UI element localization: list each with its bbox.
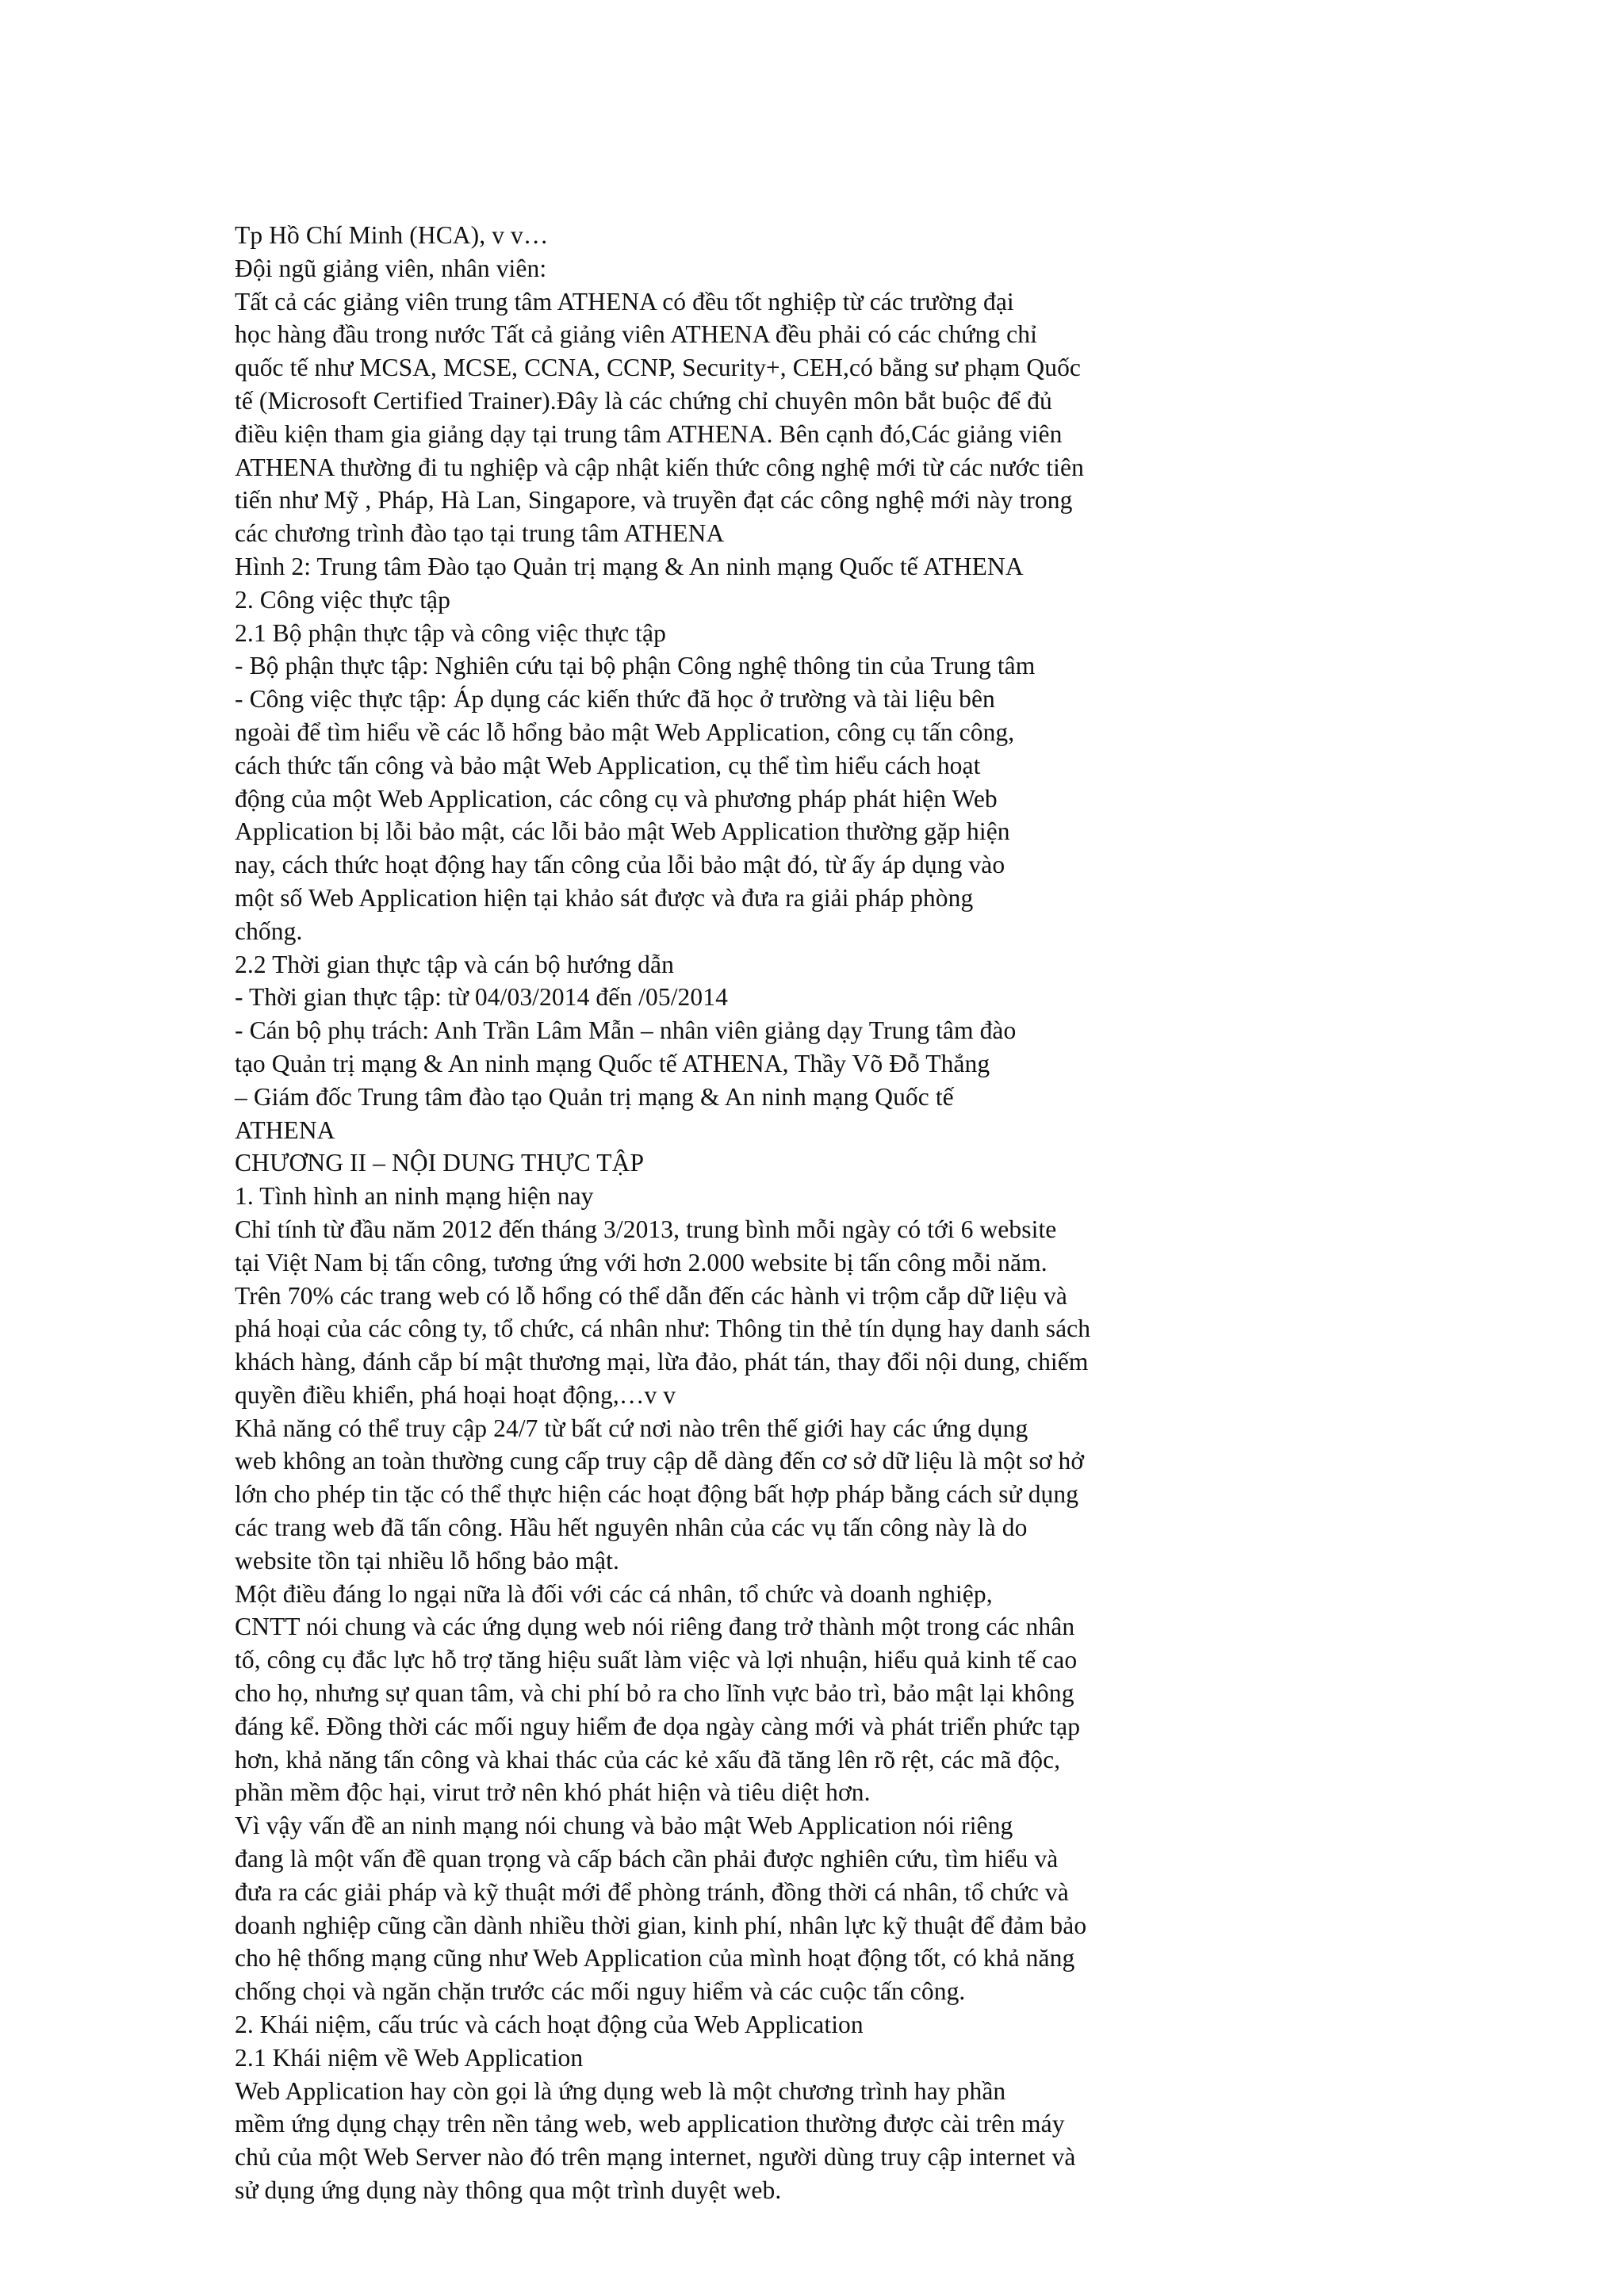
text-line: quốc tế như MCSA, MCSE, CCNA, CCNP, Security+, CEH,có bằng sư phạm Quốc — [235, 354, 1082, 382]
text-line: Tất cả các giảng viên trung tâm ATHENA có đều tốt nghiệp từ các trường đại — [235, 287, 1014, 316]
text-line: Đội ngũ giảng viên, nhân viên: — [235, 254, 547, 282]
text-line: Hình 2: Trung tâm Đào tạo Quản trị mạng & An ninh mạng Quốc tế ATHENA — [235, 552, 1024, 580]
text-line: chủ của một Web Server nào đó trên mạng internet, người dùng truy cập internet và — [235, 2143, 1076, 2172]
text-line: Một điều đáng lo ngại nữa là đối với các cá nhân, tổ chức và doanh nghiệp, — [235, 1579, 993, 1608]
text-line: đang là một vấn đề quan trọng và cấp bách cần phải được nghiên cứu, tìm hiểu và — [235, 1845, 1059, 1873]
text-line: quyền điều khiển, phá hoại hoạt động,…v v — [235, 1380, 676, 1409]
text-line: tạo Quản trị mạng & An ninh mạng Quốc tế ATHENA, Thầy Võ Đỗ Thắng — [235, 1049, 990, 1077]
text-line: lớn cho phép tin tặc có thể thực hiện các hoạt động bất hợp pháp bằng cách sử dụng — [235, 1480, 1079, 1509]
text-line: cách thức tấn công và bảo mật Web Application, cụ thể tìm hiểu cách hoạt — [235, 751, 981, 779]
text-line: tại Việt Nam bị tấn công, tương ứng với hơn 2.000 website bị tấn công mỗi năm. — [235, 1248, 1048, 1276]
text-line: website tồn tại nhiều lỗ hổng bảo mật. — [235, 1546, 619, 1575]
text-line: cho họ, nhưng sự quan tâm, và chi phí bỏ ra cho lĩnh vực bảo trì, bảo mật lại không — [235, 1679, 1074, 1708]
text-line: đáng kể. Đồng thời các mối nguy hiểm đe dọa ngày càng mới và phát triển phức tạp — [235, 1712, 1081, 1740]
text-line: Trên 70% các trang web có lỗ hổng có thể dẫn đến các hành vi trộm cắp dữ liệu và — [235, 1281, 1067, 1310]
text-line: động của một Web Application, các công cụ và phương pháp phát hiện Web — [235, 784, 998, 813]
text-line: 2.1 Khái niệm về Web Application — [235, 2043, 584, 2072]
text-line: các trang web đã tấn công. Hầu hết nguyên nhân của các vụ tấn công này là do — [235, 1513, 1028, 1542]
text-line: một số Web Application hiện tại khảo sát được và đưa ra giải pháp phòng — [235, 883, 974, 912]
text-line: CHƯƠNG II – NỘI DUNG THỰC TẬP — [235, 1149, 645, 1177]
text-line: Application bị lỗi bảo mật, các lỗi bảo mật Web Application thường gặp hiện — [235, 817, 1010, 846]
text-line: các chương trình đào tạo tại trung tâm ATHENA — [235, 519, 725, 548]
text-line: khách hàng, đánh cắp bí mật thương mại, lừa đảo, phát tán, thay đổi nội dung, chiếm — [235, 1348, 1089, 1376]
text-line: 2. Khái niệm, cấu trúc và cách hoạt động của Web Application — [235, 2011, 864, 2039]
text-line: mềm ứng dụng chạy trên nền tảng web, web application thường được cài trên máy — [235, 2110, 1065, 2138]
text-line: nay, cách thức hoạt động hay tấn công của lỗi bảo mật đó, từ ấy áp dụng vào — [235, 851, 1005, 879]
text-line: doanh nghiệp cũng cần dành nhiều thời gian, kinh phí, nhân lực kỹ thuật để đảm bảo — [235, 1911, 1087, 1939]
text-line: 2.1 Bộ phận thực tập và công việc thực tập — [235, 618, 666, 647]
text-line: Web Application hay còn gọi là ứng dụng web là một chương trình hay phần — [235, 2076, 1006, 2105]
text-line: phần mềm độc hại, virut trở nên khó phát hiện và tiêu diệt hơn. — [235, 1778, 871, 1807]
text-line: tiến như Mỹ , Pháp, Hà Lan, Singapore, và truyền đạt các công nghệ mới này trong — [235, 486, 1073, 515]
text-line: – Giám đốc Trung tâm đào tạo Quản trị mạng & An ninh mạng Quốc tế — [235, 1082, 954, 1111]
text-line: - Thời gian thực tập: từ 04/03/2014 đến /05/2014 — [235, 983, 728, 1012]
text-line: sử dụng ứng dụng này thông qua một trình duyệt web. — [235, 2176, 782, 2205]
text-line: học hàng đầu trong nước Tất cả giảng viên ATHENA đều phải có các chứng chỉ — [235, 320, 1037, 349]
text-line: hơn, khả năng tấn công và khai thác của các kẻ xấu đã tăng lên rõ rệt, các mã độc, — [235, 1745, 1061, 1774]
text-line: ATHENA — [235, 1115, 335, 1144]
text-line: tố, công cụ đắc lực hỗ trợ tăng hiệu suất làm việc và lợi nhuận, hiểu quả kinh tế cao — [235, 1646, 1078, 1674]
document-body — [235, 219, 1472, 2207]
text-line: 1. Tình hình an ninh mạng hiện nay — [235, 1182, 594, 1211]
text-line: - Công việc thực tập: Áp dụng các kiến thức đã học ở trường và tài liệu bên — [235, 685, 995, 714]
text-line: web không an toàn thường cung cấp truy cập dễ dàng đến cơ sở dữ liệu là một sơ hở — [235, 1447, 1085, 1475]
text-line: ngoài để tìm hiểu về các lỗ hổng bảo mật Web Application, công cụ tấn công, — [235, 718, 1015, 746]
text-line: - Cán bộ phụ trách: Anh Trần Lâm Mẫn – nhân viên giảng dạy Trung tâm đào — [235, 1016, 1017, 1045]
text-line: cho hệ thống mạng cũng như Web Application của mình hoạt động tốt, có khả năng — [235, 1944, 1075, 1973]
text-line: Khả năng có thể truy cập 24/7 từ bất cứ nơi nào trên thế giới hay các ứng dụng — [235, 1414, 1028, 1442]
text-line: 2.2 Thời gian thực tập và cán bộ hướng dẫn — [235, 950, 674, 978]
text-line: tế (Microsoft Certified Trainer).Đây là các chứng chỉ chuyên môn bắt buộc để đủ — [235, 386, 1052, 415]
text-line: Tp Hồ Chí Minh (HCA), v v… — [235, 221, 549, 249]
text-line: Vì vậy vấn đề an ninh mạng nói chung và bảo mật Web Application nói riêng — [235, 1812, 1013, 1840]
text-line: đưa ra các giải pháp và kỹ thuật mới để phòng tránh, đồng thời cá nhân, tổ chức và — [235, 1877, 1069, 1906]
text-line: chống chọi và ngăn chặn trước các mối nguy hiểm và các cuộc tấn công. — [235, 1977, 966, 2006]
text-line: 2. Công việc thực tập — [235, 585, 450, 614]
text-line: phá hoại của các công ty, tổ chức, cá nhân như: Thông tin thẻ tín dụng hay danh sách — [235, 1314, 1091, 1343]
text-line: chống. — [235, 916, 303, 945]
text-line: ATHENA thường đi tu nghiệp và cập nhật kiến thức công nghệ mới từ các nước tiên — [235, 453, 1084, 481]
text-line: CNTT nói chung và các ứng dụng web nói riêng đang trở thành một trong các nhân — [235, 1613, 1075, 1641]
text-line: Chỉ tính từ đầu năm 2012 đến tháng 3/2013, trung bình mỗi ngày có tới 6 website — [235, 1215, 1057, 1243]
text-line: - Bộ phận thực tập: Nghiên cứu tại bộ phận Công nghệ thông tin của Trung tâm — [235, 652, 1036, 680]
text-line: điều kiện tham gia giảng dạy tại trung tâm ATHENA. Bên cạnh đó,Các giảng viên — [235, 419, 1063, 448]
